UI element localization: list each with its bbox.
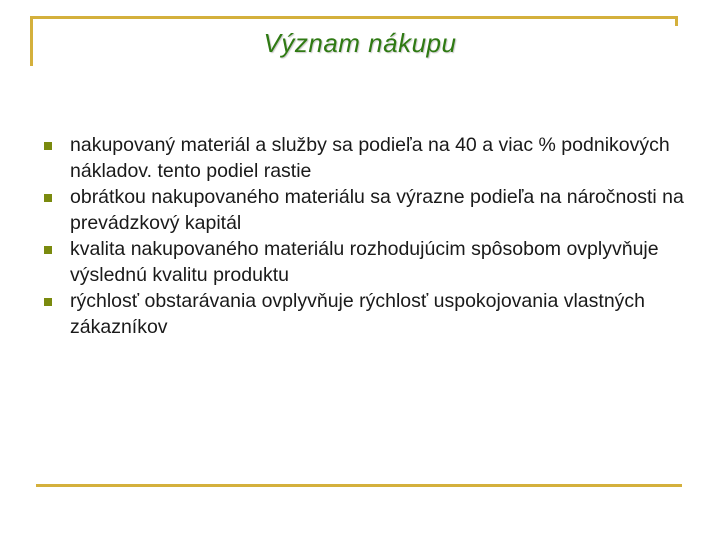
bullet-list: [44, 132, 684, 340]
bullet-item: [44, 132, 684, 184]
bullet-item: [44, 184, 684, 236]
bullet-item: [44, 288, 684, 340]
frame-top-line: [30, 16, 678, 19]
square-bullet-icon: [44, 298, 52, 306]
bullet-text: rýchlosť obstarávania ovplyvňuje rýchlosť uspokojovania vlastných zákazníkov: [70, 290, 646, 338]
square-bullet-icon: [44, 194, 52, 202]
frame-right-line: [675, 16, 678, 26]
bullet-text: kvalita nakupovaného materiálu rozhodujúcim spôsobom ovplyvňuje výslednú kvalitu produktu: [70, 238, 659, 286]
bullet-item: [44, 236, 684, 288]
slide-title: Význam nákupu: [263, 28, 457, 58]
bullet-text: obrátkou nakupovaného materiálu sa výrazne podieľa na náročnosti na prevádzkový kapitál: [70, 186, 684, 234]
square-bullet-icon: [44, 142, 52, 150]
frame-bottom-line: [36, 484, 682, 487]
square-bullet-icon: [44, 246, 52, 254]
bullet-text: nakupovaný materiál a služby sa podieľa na 40 a viac % podnikových nákladov. tento podiel rastie: [70, 134, 670, 182]
